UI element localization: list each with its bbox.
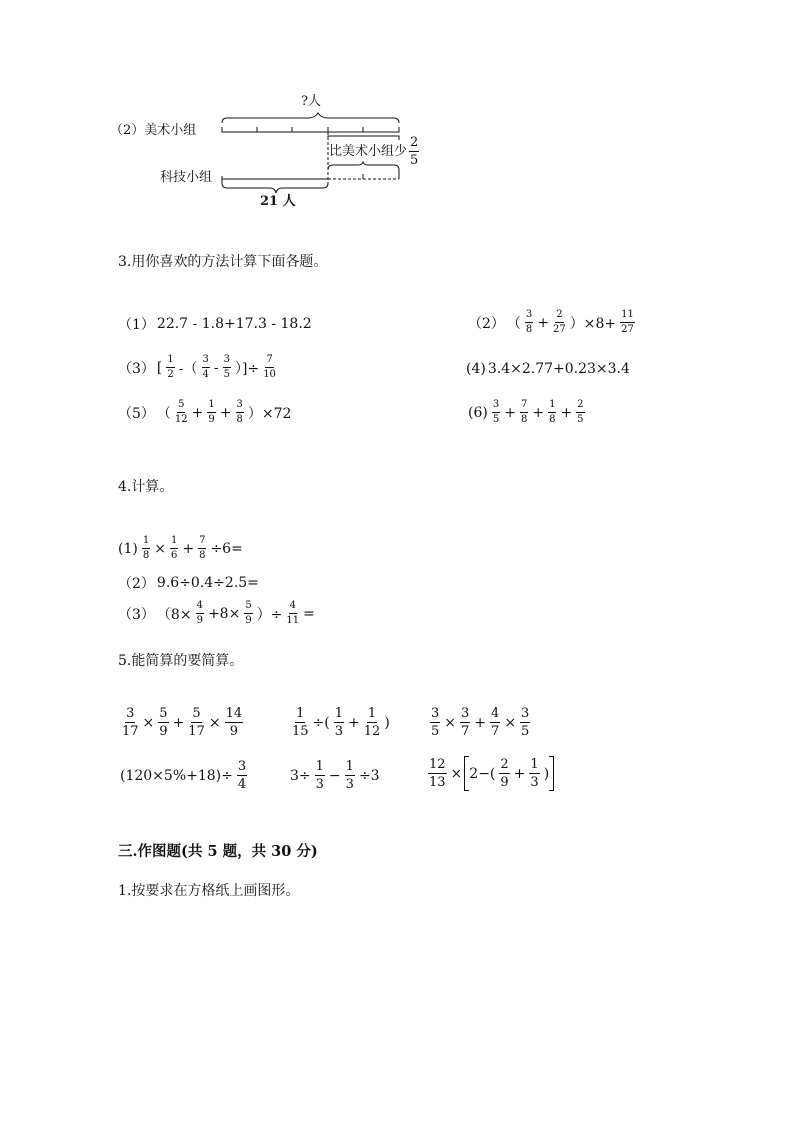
operator: - <box>213 359 219 376</box>
fraction: $\frac{5}{9}$ <box>159 706 168 739</box>
q5-expression-1 <box>120 707 245 738</box>
problem-label: （5） <box>118 405 155 422</box>
q5-expression-2 <box>290 707 390 738</box>
operator: -（ <box>178 360 198 377</box>
problem-label: （2） <box>118 576 155 592</box>
operator: + <box>219 404 232 421</box>
problem-expression: 9.6÷0.4÷2.5= <box>156 575 259 591</box>
unknown-label: ?人 <box>301 94 321 109</box>
fraction: $\frac{3}{5}$ <box>431 706 440 739</box>
problem-label: （2） <box>468 315 505 332</box>
operator: × <box>154 540 166 557</box>
operator: ）×72 <box>247 405 292 422</box>
fraction: $\frac{5}{17}$ <box>188 706 205 739</box>
operator: + <box>537 314 550 331</box>
fraction: $\frac{3}{17}$ <box>122 706 139 739</box>
fraction: $\frac{1}{3}$ <box>315 759 324 792</box>
q4-problem-2 <box>118 573 259 593</box>
drawing-question: 1.按要求在方格纸上画图形。 <box>118 883 300 899</box>
fraction: $\frac{2}{9}$ <box>500 757 509 790</box>
operator: × <box>450 765 463 782</box>
q5-expression-4 <box>120 760 249 791</box>
operator: ÷6= <box>210 540 243 557</box>
known-label: 21 人 <box>260 194 296 209</box>
problem-expression: 3.4×2.77+0.23×3.4 <box>487 361 630 377</box>
fraction: $\frac{5}{12}$ <box>174 399 188 425</box>
fraction: $\frac{1}{9}$ <box>208 399 215 425</box>
operator: + <box>172 714 185 731</box>
fraction: $\frac{12}{13}$ <box>429 757 446 790</box>
fraction: $\frac{14}{9}$ <box>225 706 243 739</box>
q3-problem-3 <box>118 355 278 380</box>
operator: + <box>182 540 195 557</box>
operator: （8× <box>156 606 192 623</box>
segment-diagram <box>110 90 450 215</box>
q5-title: 5.能简算的要简算。 <box>118 653 244 669</box>
fraction: $\frac{3}{5}$ <box>223 354 230 380</box>
operator: [ <box>156 359 163 376</box>
compare-fraction: $\frac{2}{5}$ <box>410 135 419 168</box>
operator: + <box>474 714 487 731</box>
operator: + <box>348 714 360 731</box>
fraction: $\frac{2}{27}$ <box>553 309 566 335</box>
fraction: $\frac{1}{2}$ <box>167 354 174 380</box>
operator: 3÷ <box>290 767 311 784</box>
fraction: $\frac{3}{4}$ <box>202 354 209 380</box>
fraction: $\frac{1}{3}$ <box>334 706 344 739</box>
operator: × <box>504 714 517 731</box>
operator: × <box>444 714 457 731</box>
q3-problem-4 <box>466 361 630 377</box>
operator: ）]÷ <box>234 360 260 377</box>
section-title: 三.作图题(共 5 题，共 30 分) <box>118 843 318 860</box>
fraction: $\frac{3}{5}$ <box>521 706 530 739</box>
q3-title: 3.用你喜欢的方法计算下面各题。 <box>118 254 328 270</box>
operator: (120×5%+18)÷ <box>120 767 233 784</box>
operator: ) <box>384 714 390 731</box>
operator: × <box>142 714 155 731</box>
operator: +8× <box>207 605 241 622</box>
fraction: $\frac{1}{8}$ <box>142 535 150 561</box>
operator: × <box>208 714 221 731</box>
operator: − <box>328 767 341 784</box>
operator: + <box>513 765 526 782</box>
fraction: $\frac{5}{9}$ <box>245 600 252 626</box>
problem-label: (4) <box>466 361 486 377</box>
paren-open: （ <box>156 405 171 422</box>
operator: ）÷ <box>256 606 283 623</box>
q3-problem-6 <box>468 400 587 425</box>
fraction: $\frac{4}{7}$ <box>491 706 500 739</box>
diagram-label-prefix: （2） <box>110 123 145 138</box>
fraction: $\frac{1}{15}$ <box>292 706 309 739</box>
fraction: $\frac{1}{3}$ <box>530 757 539 790</box>
fraction: $\frac{1}{3}$ <box>345 759 354 792</box>
problem-label: （1） <box>118 317 155 333</box>
q3-problem-5 <box>118 400 291 425</box>
operator: ÷3 <box>358 767 380 784</box>
fraction: $\frac{3}{7}$ <box>461 706 470 739</box>
q4-problem-3 <box>118 601 315 626</box>
problem-label: （3） <box>118 606 155 623</box>
operator: 2−( <box>469 765 496 782</box>
q4-problem-1 <box>118 536 243 561</box>
operator: ÷( <box>312 714 330 731</box>
q3-problem-1 <box>118 314 312 334</box>
paren-open: （ <box>506 315 521 332</box>
problem-expression: 22.7 - 1.8+17.3 - 18.2 <box>156 316 312 332</box>
operator: ) <box>543 765 550 782</box>
problem-label: (6) <box>468 404 488 421</box>
fraction: $\frac{1}{12}$ <box>363 706 381 739</box>
fraction: $\frac{4}{11}$ <box>286 600 300 626</box>
fraction: $\frac{4}{9}$ <box>196 600 203 626</box>
fraction: $\frac{3}{5}$ <box>492 399 500 425</box>
fraction: $\frac{1}{8}$ <box>549 399 556 425</box>
problem-label: (1) <box>118 540 138 557</box>
fraction: $\frac{1}{6}$ <box>170 535 178 561</box>
bracket-group <box>464 756 554 791</box>
q5-expression-5 <box>290 760 380 791</box>
operator: ）×8+ <box>569 315 617 332</box>
operator: = <box>303 605 315 622</box>
operator: + <box>532 404 545 421</box>
operator: + <box>560 404 573 421</box>
bottom-group-label: 科技小组 <box>160 170 213 185</box>
operator: + <box>191 404 204 421</box>
q5-expression-3 <box>428 707 532 738</box>
problem-label: （3） <box>118 360 155 377</box>
fraction: $\frac{7}{8}$ <box>520 399 528 425</box>
q3-problem-2 <box>468 310 637 335</box>
fraction: $\frac{3}{8}$ <box>236 399 243 425</box>
top-group-label: 美术小组 <box>144 123 197 138</box>
q4-title: 4.计算。 <box>118 479 174 495</box>
fraction: $\frac{11}{27}$ <box>621 309 634 335</box>
q5-expression-6 <box>426 756 554 791</box>
fraction: $\frac{7}{10}$ <box>263 354 276 380</box>
fraction: $\frac{3}{8}$ <box>525 309 533 335</box>
fraction: $\frac{3}{4}$ <box>237 759 247 792</box>
fraction: $\frac{7}{8}$ <box>199 535 206 561</box>
fraction: $\frac{2}{5}$ <box>577 399 584 425</box>
compare-label: 比美术小组少 <box>329 144 408 159</box>
operator: + <box>504 404 516 421</box>
